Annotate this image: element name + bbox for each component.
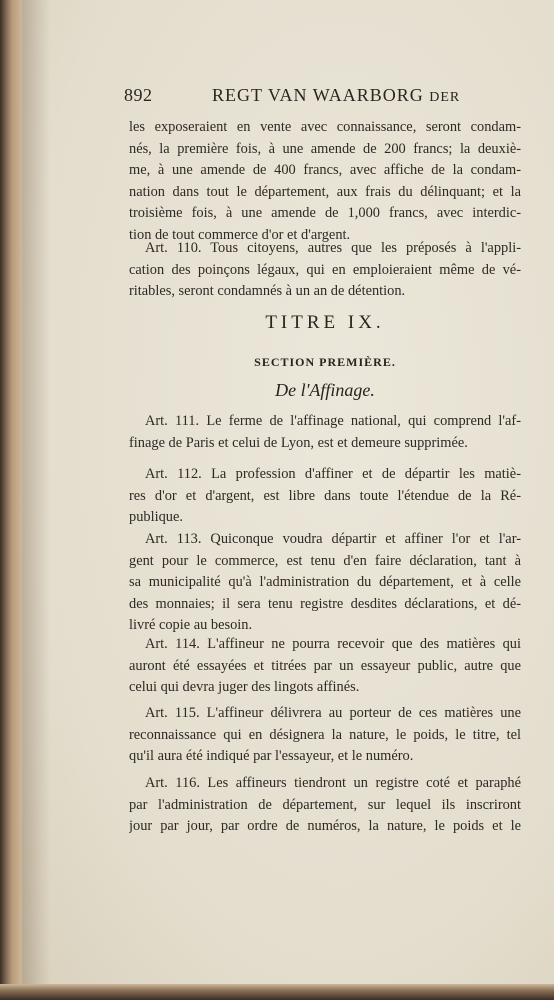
- text-line: cation des poinçons légaux, qui en emploieraient même de vé-: [129, 261, 521, 278]
- text-line: livré copie au besoin.: [129, 617, 253, 633]
- gutter-shadow: [22, 0, 50, 986]
- section-subtitle: De l'Affinage.: [275, 380, 375, 400]
- running-head-small: DER: [429, 90, 461, 105]
- text-line: me, à une amende de 400 francs, avec affiche de la condam-: [129, 162, 521, 178]
- text-line: Art. 110. Tous citoyens, autres que les préposés à l'appli-: [145, 240, 521, 256]
- text-line: jour par jour, par ordre de numéros, la nature, le poids et le: [129, 818, 521, 834]
- continuation-paragraph: [129, 117, 521, 246]
- text-line: auront été essayées et titrées par un essayeur public, autre que: [129, 657, 521, 674]
- text-line: reconnaissance qui en désignera la nature, le poids, le titre, tel: [129, 726, 521, 743]
- text-line: des monnaies; il sera tenu registre desdites déclarations, et dé-: [129, 595, 521, 612]
- text-line: Art. 116. Les affineurs tiendront un registre coté et paraphé: [145, 775, 521, 791]
- text-line: tion de tout commerce d'or et d'argent.: [129, 226, 351, 243]
- text-line: res d'or et d'argent, est libre dans toute l'étendue de la Ré-: [129, 487, 521, 504]
- text-line: Art. 113. Quiconque voudra départir et affiner l'or et l'ar-: [145, 531, 521, 547]
- article-116: [129, 773, 521, 838]
- article-110: [129, 238, 521, 303]
- text-line: nés, la première fois, à une amende de 200 francs; la deuxiè-: [129, 140, 521, 157]
- section-heading: SECTION PREMIÈRE.: [254, 355, 396, 369]
- text-line: finage de Paris et celui de Lyon, est et demeure supprimée.: [129, 434, 468, 451]
- scan-edge-bottom: [0, 984, 554, 1000]
- titre-heading: TITRE IX.: [265, 312, 385, 333]
- text-line: troisième fois, à une amende de 1,000 francs, avec interdic-: [129, 205, 521, 221]
- text-line: Art. 115. L'affineur délivrera au porteur de ces matières une: [145, 705, 521, 721]
- text-line: celui qui devra juger des lingots affinés.: [129, 679, 360, 695]
- article-112: [129, 464, 521, 529]
- article-115: [129, 703, 521, 768]
- text-line: gent pour le commerce, est tenu d'en faire déclaration, tant à: [129, 552, 521, 569]
- text-line: publique.: [129, 509, 183, 525]
- running-head-main: REGT VAN WAARBORG: [212, 85, 424, 105]
- page-header: [124, 85, 461, 111]
- text-line: Art. 112. La profession d'affiner et de départir les matiè-: [145, 466, 521, 482]
- article-111: [129, 411, 521, 454]
- page-number: 892: [124, 85, 153, 105]
- text-line: sa municipalité qu'à l'administration du département, et à celle: [129, 574, 521, 590]
- text-line: Art. 114. L'affineur ne pourra recevoir que des matières qui: [145, 636, 521, 652]
- scan-edge-left: [0, 0, 22, 1000]
- text-line: Art. 111. Le ferme de l'affinage national, qui comprend l'af-: [145, 413, 521, 429]
- article-114: [129, 634, 521, 699]
- text-line: qu'il aura été indiqué par l'essayeur, et le numéro.: [129, 748, 414, 764]
- article-113: [129, 529, 521, 637]
- text-line: nation dans tout le département, aux frais du délinquant; et la: [129, 183, 521, 200]
- text-line: ritables, seront condamnés à un an de détention.: [129, 283, 406, 299]
- text-line: les exposeraient en vente avec connaissance, seront condam-: [129, 119, 521, 135]
- text-line: par l'administration de département, sur lequel ils inscriront: [129, 796, 521, 813]
- running-head: [212, 85, 460, 106]
